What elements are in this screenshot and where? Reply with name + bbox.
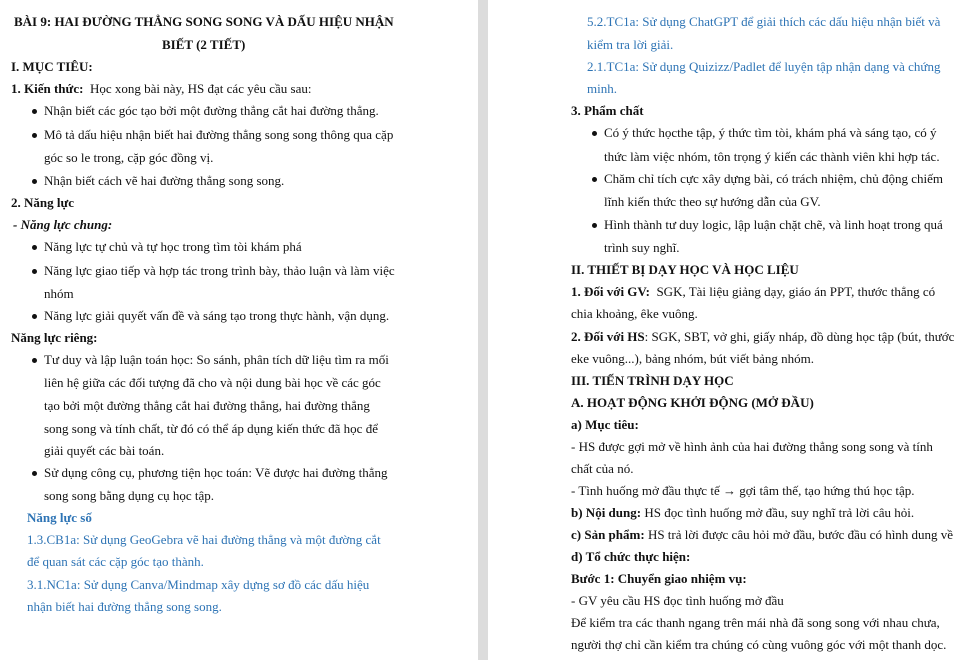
lesson-title-cont: BIẾT (2 TIẾT)	[162, 37, 246, 52]
noi-dung-text: HS đọc tình huống mở đầu, suy nghĩ trả lời câu hỏi.	[644, 505, 915, 520]
bullet-icon	[32, 109, 37, 114]
list-item: Sử dụng công cụ, phương tiện học toán: Vẽ được hai đường thẳng	[44, 465, 388, 480]
gv-label: 1. Đối với GV:	[571, 284, 650, 299]
heading-pham-chat: 3. Phẩm chất	[571, 103, 644, 118]
list-item: Mô tả dấu hiệu nhận biết hai đường thẳng song song thông qua cặp	[44, 127, 394, 142]
kien-thuc-text: Học xong bài này, HS đạt các yêu cầu sau:	[89, 81, 312, 96]
document-page-left	[0, 0, 478, 660]
list-item: Tư duy và lập luận toán học: So sánh, phân tích dữ liệu tìm ra mối	[44, 352, 389, 367]
nang-luc-chung-heading: - Năng lực chung:	[13, 217, 113, 232]
buoc-1-heading: Bước 1: Chuyển giao nhiệm vụ:	[571, 571, 747, 586]
list-item: Chăm chỉ tích cực xây dựng bài, có trách nhiệm, chủ động chiếm	[604, 171, 943, 186]
paragraph-line: người thợ chỉ cần kiểm tra chúng có cùng vuông góc với một thanh dọc.	[571, 637, 947, 652]
bullet-icon	[32, 269, 37, 274]
heading-nang-luc: 2. Năng lực	[11, 195, 75, 210]
hs-label: 2. Đối với HS	[571, 329, 645, 344]
san-pham-text: HS trả lời được câu hỏi mở đầu, bước đầu có hình dung về	[647, 527, 954, 542]
nang-luc-so-line: minh.	[587, 81, 617, 96]
kien-thuc-label: 1. Kiến thức:	[11, 81, 84, 96]
heading-muc-tieu: I. MỤC TIÊU:	[11, 59, 93, 74]
paragraph-line: Để kiểm tra các thanh ngang trên mái nhà đã song song với nhau chưa,	[571, 615, 940, 630]
nang-luc-so-line: 2.1.TC1a: Sử dụng Quizizz/Padlet để luyện tập nhận dạng và chứng	[587, 59, 941, 74]
list-item-cont: liên hệ giữa các đối tượng đã cho và nội dung bài học về các góc	[44, 375, 381, 390]
muc-tieu-label: a) Mục tiêu:	[571, 417, 639, 432]
hs-line	[571, 329, 954, 345]
list-item: Nhận biết các góc tạo bởi một đường thẳng cắt hai đường thẳng.	[44, 103, 379, 118]
hs-text-cont: eke vuông...), bảng nhóm, bút viết bảng nhóm.	[571, 351, 814, 366]
list-item: Có ý thức họcthe tập, ý thức tìm tòi, khám phá và sáng tạo, có ý	[604, 125, 937, 140]
noi-dung-label: b) Nội dung:	[571, 505, 642, 520]
list-item-cont: song song bằng dụng cụ học tập.	[44, 488, 215, 503]
lesson-title: BÀI 9: HAI ĐƯỜNG THẲNG SONG SONG VÀ DẤU HIỆU NHẬN	[14, 14, 394, 29]
list-item: Năng lực giao tiếp và hợp tác trong trình bày, thảo luận và làm việc	[44, 263, 395, 278]
heading-hoat-dong: A. HOẠT ĐỘNG KHỞI ĐỘNG (MỞ ĐẦU)	[571, 395, 814, 410]
bullet-icon	[32, 471, 37, 476]
list-item-cont: song song và tính chất, từ đó có thể áp dụng kiến thức đã học để	[44, 421, 378, 436]
list-item: Hình thành tư duy logic, lập luận chặt chẽ, và linh hoạt trong quá	[604, 217, 943, 232]
gv-text: SGK, Tài liệu giảng dạy, giáo án PPT, thước thẳng có	[656, 284, 936, 299]
muc-tieu-line: chất của nó.	[571, 461, 634, 476]
list-item-cont: giải quyết các bài toán.	[44, 443, 165, 458]
list-item: Năng lực giải quyết vấn đề và sáng tạo trong thực hành, vận dụng.	[44, 308, 390, 323]
bullet-icon	[32, 314, 37, 319]
list-item-cont: nhóm	[44, 286, 74, 301]
list-item-cont: trình suy nghĩ.	[604, 240, 680, 255]
bullet-icon	[592, 177, 597, 182]
gv-line	[571, 284, 935, 300]
heading-thiet-bi: II. THIẾT BỊ DẠY HỌC VÀ HỌC LIỆU	[571, 262, 799, 277]
heading-tien-trinh: III. TIẾN TRÌNH DẠY HỌC	[571, 373, 734, 388]
list-item: Năng lực tự chủ và tự học trong tìm tòi khám phá	[44, 239, 302, 254]
list-item-cont: thức làm việc nhóm, tôn trọng ý kiến các thành viên khi hợp tác.	[604, 149, 940, 164]
nang-luc-rieng-heading: Năng lực riêng:	[11, 330, 98, 345]
list-item-cont: góc so le trong, cặp góc đồng vị.	[44, 150, 214, 165]
nang-luc-so-line: nhận biết hai đường thẳng song song.	[27, 599, 222, 614]
san-pham-line	[571, 527, 953, 543]
nang-luc-so-line: 1.3.CB1a: Sử dụng GeoGebra vẽ hai đường thẳng và một đường cắt	[27, 532, 381, 547]
list-item: Nhận biết cách vẽ hai đường thẳng song song.	[44, 173, 285, 188]
muc-tieu-line: - HS được gợi mở về hình ảnh của hai đường thẳng song song và tính	[571, 439, 933, 454]
to-chuc-heading: d) Tổ chức thực hiện:	[571, 549, 691, 564]
nang-luc-so-line: 3.1.NC1a: Sử dụng Canva/Mindmap xây dựng sơ đồ các dấu hiệu	[27, 577, 370, 592]
list-item-cont: tạo bởi một đường thẳng cắt hai đường thẳng, hai đường thẳng	[44, 398, 370, 413]
san-pham-label: c) Sản phẩm:	[571, 527, 645, 542]
paragraph-line: - GV yêu cầu HS đọc tình huống mở đầu	[571, 593, 784, 608]
gv-text-cont: chia khoảng, êke vuông.	[571, 306, 698, 321]
bullet-icon	[592, 223, 597, 228]
bullet-icon	[32, 245, 37, 250]
bullet-icon	[32, 179, 37, 184]
muc-tieu-line: - Tình huống mở đầu thực tế → gợi tâm thế, tạo hứng thú học tập.	[571, 483, 915, 498]
kien-thuc-line	[11, 81, 311, 97]
nang-luc-so-line: để quan sát các cặp góc tạo thành.	[27, 554, 204, 569]
bullet-icon	[32, 358, 37, 363]
bullet-icon	[32, 133, 37, 138]
document-page-right	[488, 0, 967, 660]
nang-luc-so-line: kiểm tra lời giải.	[587, 37, 674, 52]
nang-luc-so-line: 5.2.TC1a: Sử dụng ChatGPT để giải thích các dấu hiệu nhận biết và	[587, 14, 941, 29]
list-item-cont: lĩnh kiến thức theo sự hướng dẫn của GV.	[604, 194, 821, 209]
bullet-icon	[592, 131, 597, 136]
nang-luc-so-heading: Năng lực số	[27, 510, 92, 525]
noi-dung-line	[571, 505, 914, 521]
page-gap	[478, 0, 488, 660]
hs-text: : SGK, SBT, vở ghi, giấy nháp, đồ dùng học tập (bút, thước	[644, 329, 955, 344]
